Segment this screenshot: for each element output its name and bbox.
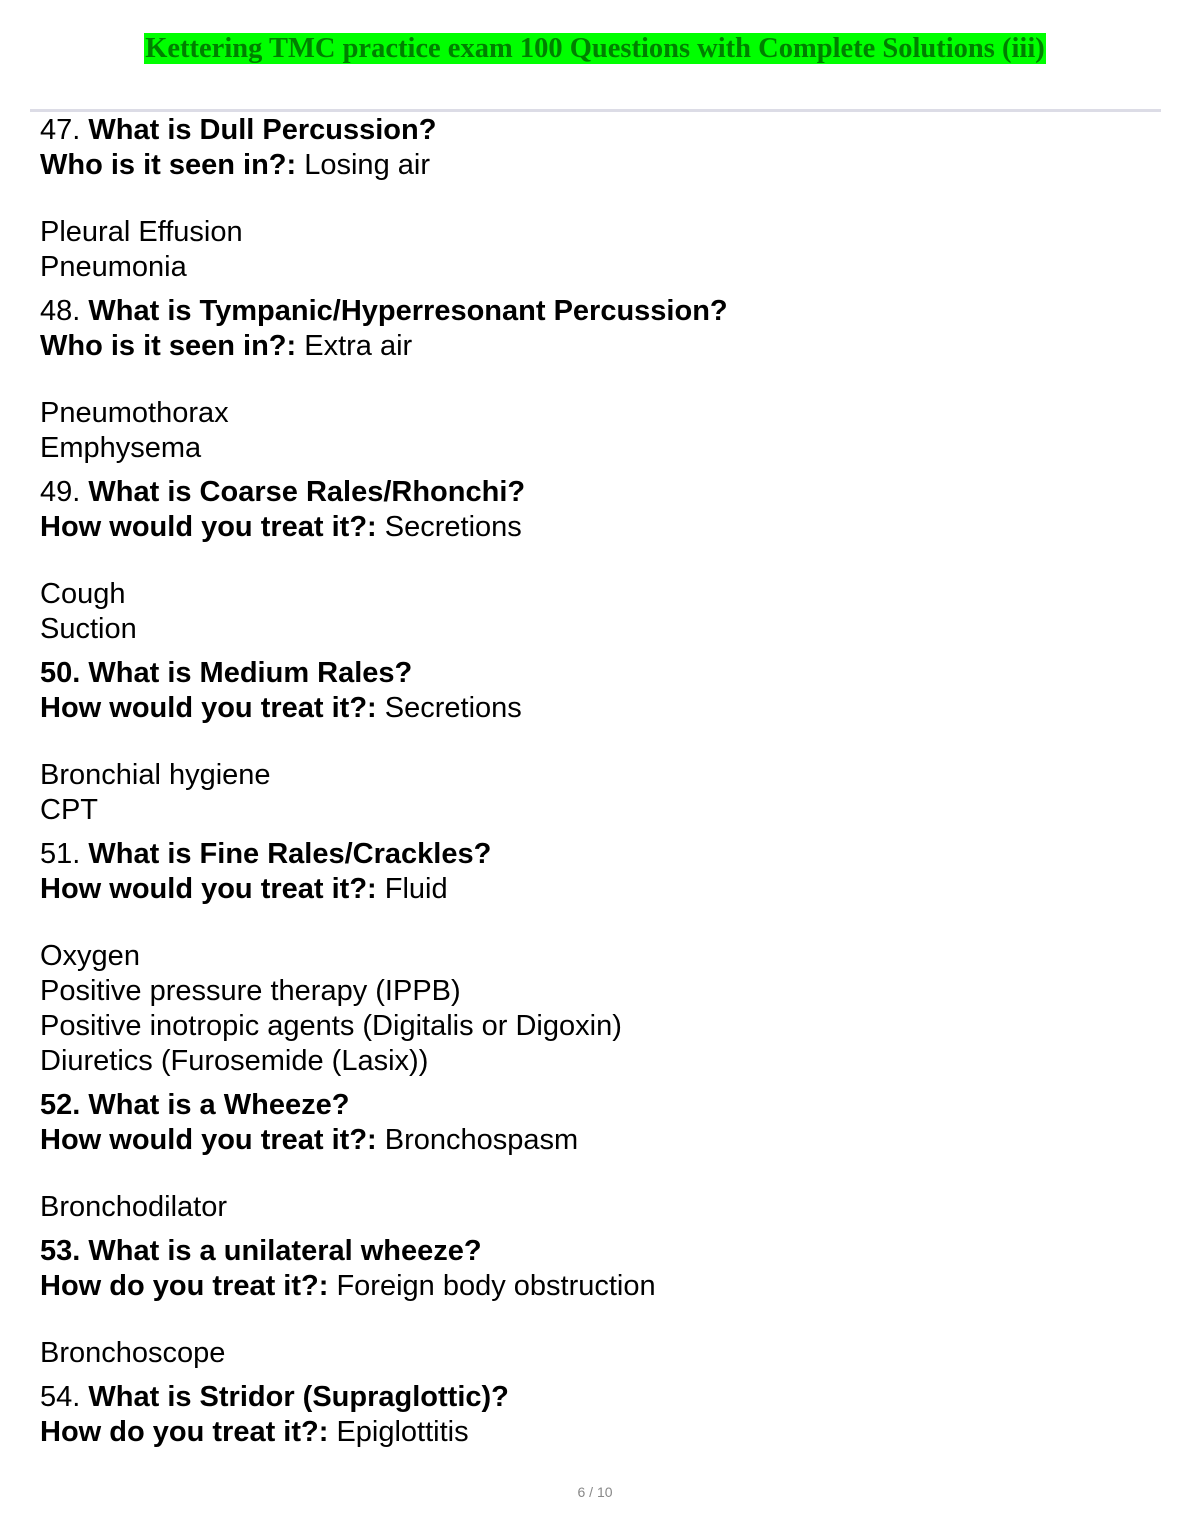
answer-line: Bronchodilator <box>40 1191 227 1223</box>
question-line <box>40 1380 1160 1415</box>
sub-question-label: How would you treat it?: <box>40 1124 377 1156</box>
question-text: What is a Wheeze? <box>88 1089 350 1121</box>
question-text: What is Tympanic/Hyperresonant Percussion? <box>88 295 728 327</box>
sub-question-label: How would you treat it?: <box>40 511 377 543</box>
sub-question-line <box>40 872 1160 907</box>
question-number: 50. <box>40 657 81 689</box>
answer-line: CPT <box>40 794 98 826</box>
answer-line: Emphysema <box>40 432 202 464</box>
question-number: 51. <box>40 838 81 870</box>
answer-line: Pneumonia <box>40 251 187 283</box>
question-text: What is Dull Percussion? <box>88 114 437 146</box>
question-number: 49. <box>40 476 81 508</box>
sub-question-label: Who is it seen in?: <box>40 330 297 362</box>
question-line <box>40 656 1160 691</box>
page-title-text: Kettering TMC practice exam 100 Questions with Complete Solutions (iii) <box>145 33 1045 64</box>
question-line <box>40 294 1160 329</box>
answer-line: Bronchial hygiene <box>40 759 271 791</box>
answer-line: Positive pressure therapy (IPPB) <box>40 975 461 1007</box>
first-answer: Epiglottitis <box>336 1416 469 1448</box>
page-number: 6 / 10 <box>577 1484 613 1500</box>
sub-question-line <box>40 1123 1160 1158</box>
qa-item <box>40 1234 1160 1371</box>
question-text: What is Medium Rales? <box>88 657 413 689</box>
question-number: 52. <box>40 1089 81 1121</box>
question-text: What is a unilateral wheeze? <box>88 1235 482 1267</box>
first-answer: Losing air <box>304 149 430 181</box>
question-line <box>40 1088 1160 1123</box>
question-text: What is Fine Rales/Crackles? <box>88 838 492 870</box>
answer-line: Pneumothorax <box>40 397 229 429</box>
first-answer: Foreign body obstruction <box>336 1270 656 1302</box>
qa-item <box>40 1380 1160 1450</box>
question-text: What is Stridor (Supraglottic)? <box>88 1381 509 1413</box>
sub-question-label: How would you treat it?: <box>40 692 377 724</box>
first-answer: Secretions <box>384 511 522 543</box>
first-answer: Fluid <box>384 873 448 905</box>
first-answer: Extra air <box>304 330 413 362</box>
qa-item <box>40 294 1160 466</box>
question-text: What is Coarse Rales/Rhonchi? <box>88 476 526 508</box>
sub-question-line <box>40 691 1160 726</box>
qa-item <box>40 837 1160 1079</box>
question-line <box>40 1234 1160 1269</box>
answer-line: Diuretics (Furosemide (Lasix)) <box>40 1045 429 1077</box>
qa-item <box>40 656 1160 828</box>
answer-line: Pleural Effusion <box>40 216 243 248</box>
qa-item <box>40 113 1160 285</box>
question-line <box>40 475 1160 510</box>
question-line <box>40 837 1160 872</box>
answer-line: Bronchoscope <box>40 1337 226 1369</box>
qa-list <box>40 113 1160 1450</box>
question-number: 54. <box>40 1381 81 1413</box>
qa-item <box>40 1088 1160 1225</box>
qa-item <box>40 475 1160 647</box>
sub-question-label: How do you treat it?: <box>40 1270 329 1302</box>
answer-line: Suction <box>40 613 137 645</box>
header-divider <box>30 109 1161 112</box>
sub-question-line <box>40 1269 1160 1304</box>
sub-question-label: How would you treat it?: <box>40 873 377 905</box>
first-answer: Bronchospasm <box>384 1124 579 1156</box>
first-answer: Secretions <box>384 692 522 724</box>
sub-question-line <box>40 329 1160 364</box>
sub-question-label: How do you treat it?: <box>40 1416 329 1448</box>
question-number: 47. <box>40 114 81 146</box>
question-number: 53. <box>40 1235 81 1267</box>
sub-question-line <box>40 148 1160 183</box>
page-title <box>0 31 1190 67</box>
question-line <box>40 113 1160 148</box>
sub-question-line <box>40 510 1160 545</box>
answer-line: Cough <box>40 578 126 610</box>
sub-question-line <box>40 1415 1160 1450</box>
answer-line: Oxygen <box>40 940 140 972</box>
answer-line: Positive inotropic agents (Digitalis or Digoxin) <box>40 1010 622 1042</box>
question-number: 48. <box>40 295 81 327</box>
sub-question-label: Who is it seen in?: <box>40 149 297 181</box>
